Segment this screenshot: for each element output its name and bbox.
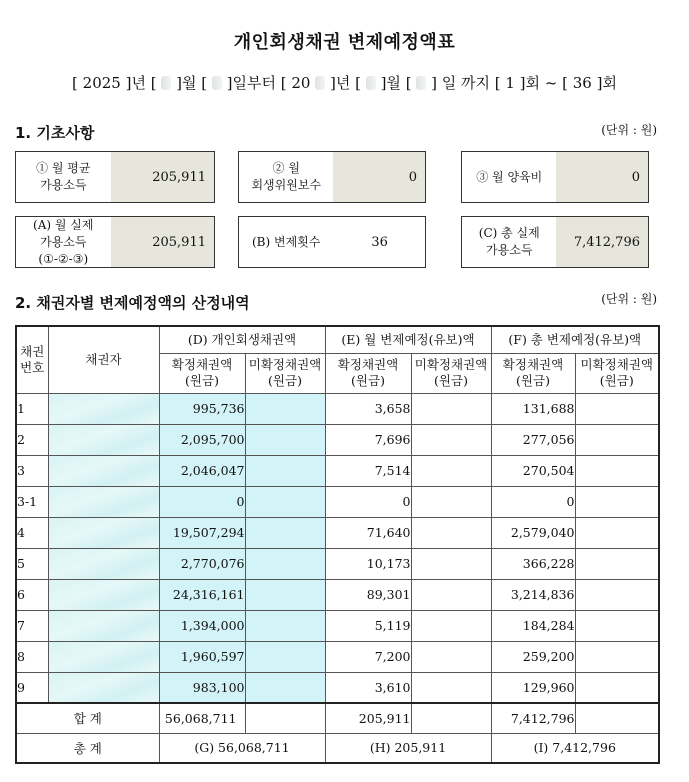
grand-g: (G) 56,068,711 <box>159 733 325 763</box>
row-d-unconfirmed <box>245 393 325 424</box>
header-no: 채권 번호 <box>16 326 48 393</box>
row-e-unconfirmed <box>411 393 491 424</box>
row-e-unconfirmed <box>411 548 491 579</box>
row-no: 9 <box>16 672 48 703</box>
row-creditor-redacted <box>48 610 159 641</box>
row-e-unconfirmed <box>411 486 491 517</box>
section-creditor-unit: (단위 : 원) <box>601 292 657 306</box>
page-title: 개인회생채권 변제예정액표 <box>233 32 456 53</box>
box-value: 0 <box>556 152 648 202</box>
row-d-unconfirmed <box>245 486 325 517</box>
repayment-table <box>15 325 660 764</box>
row-e-confirmed: 71,640 <box>325 517 411 548</box>
redaction-blur <box>49 487 159 517</box>
row-e-confirmed: 3,610 <box>325 672 411 703</box>
section-creditor-title: 2. 채권자별 변제예정액의 산정내역 <box>15 294 250 312</box>
box-value: 205,911 <box>111 217 214 267</box>
redaction-blur <box>49 456 159 486</box>
row-f-confirmed: 259,200 <box>491 641 575 672</box>
row-f-confirmed: 184,284 <box>491 610 575 641</box>
period-part-3: ]일부터 [ 20 <box>226 74 311 92</box>
header-d-unconfirmed: 미확정채권액 (원금) <box>245 353 325 393</box>
box-value: 205,911 <box>111 152 214 202</box>
header-f: (F) 총 변제예정(유보)액 <box>491 326 659 353</box>
row-no: 8 <box>16 641 48 672</box>
row-e-unconfirmed <box>411 424 491 455</box>
row-creditor-redacted <box>48 393 159 424</box>
row-f-confirmed: 131,688 <box>491 393 575 424</box>
row-creditor-redacted <box>48 517 159 548</box>
section-basic-title: 1. 기초사항 <box>15 124 95 142</box>
row-d-confirmed: 1,394,000 <box>159 610 245 641</box>
box-monthly-income <box>15 151 215 203</box>
row-f-confirmed: 270,504 <box>491 455 575 486</box>
row-f-confirmed: 277,056 <box>491 424 575 455</box>
row-no: 7 <box>16 610 48 641</box>
row-no: 5 <box>16 548 48 579</box>
row-f-unconfirmed <box>575 610 659 641</box>
row-f-unconfirmed <box>575 548 659 579</box>
box-actual-income <box>15 216 215 268</box>
period-part-6: ] 일 까지 [ 1 ]회 ~ [ 36 ]회 <box>431 74 617 92</box>
redaction-blur <box>49 673 159 703</box>
redaction-blur <box>49 580 159 610</box>
row-d-confirmed: 2,095,700 <box>159 424 245 455</box>
header-e: (E) 월 변제예정(유보)액 <box>325 326 491 353</box>
header-d-confirmed: 확정채권액 (원금) <box>159 353 245 393</box>
row-e-unconfirmed <box>411 672 491 703</box>
box-value: 36 <box>333 217 425 267</box>
box-label: ② 월 회생위원보수 <box>239 152 333 202</box>
box-repay-count <box>238 216 426 268</box>
redacted-year <box>315 76 325 90</box>
box-label: (B) 변제횟수 <box>239 217 333 267</box>
header-e-confirmed: 확정채권액 (원금) <box>325 353 411 393</box>
header-f-unconfirmed: 미확정채권액 (원금) <box>575 353 659 393</box>
table-row <box>16 641 659 672</box>
row-e-confirmed: 7,514 <box>325 455 411 486</box>
redaction-blur <box>49 425 159 455</box>
row-f-unconfirmed <box>575 455 659 486</box>
box-value: 7,412,796 <box>556 217 648 267</box>
header-creditor: 채권자 <box>48 326 159 393</box>
sum-e-unconfirmed <box>411 703 491 733</box>
row-e-confirmed: 0 <box>325 486 411 517</box>
row-d-unconfirmed <box>245 610 325 641</box>
row-f-unconfirmed <box>575 517 659 548</box>
table-row <box>16 424 659 455</box>
redaction-blur <box>49 394 159 424</box>
sum-label: 합 계 <box>16 703 159 733</box>
row-f-unconfirmed <box>575 486 659 517</box>
box-label: (C) 총 실제 가용소득 <box>462 217 556 267</box>
row-e-unconfirmed <box>411 455 491 486</box>
period-part-2: ]월 [ <box>176 74 208 92</box>
row-f-unconfirmed <box>575 641 659 672</box>
table-row <box>16 486 659 517</box>
row-e-confirmed: 7,200 <box>325 641 411 672</box>
redaction-blur <box>49 518 159 548</box>
row-d-confirmed: 2,770,076 <box>159 548 245 579</box>
redacted-end-month <box>366 76 376 90</box>
row-e-confirmed: 7,696 <box>325 424 411 455</box>
row-creditor-redacted <box>48 641 159 672</box>
redaction-blur <box>49 611 159 641</box>
sum-f-unconfirmed <box>575 703 659 733</box>
box-child-support <box>461 151 649 203</box>
row-e-unconfirmed <box>411 579 491 610</box>
row-no: 2 <box>16 424 48 455</box>
box-label: ① 월 평균 가용소득 <box>16 152 111 202</box>
row-d-unconfirmed <box>245 455 325 486</box>
box-trustee-fee <box>238 151 426 203</box>
grand-i: (I) 7,412,796 <box>491 733 659 763</box>
row-no: 3 <box>16 455 48 486</box>
sum-d: 56,068,711 <box>159 703 245 733</box>
row-creditor-redacted <box>48 579 159 610</box>
sum-f: 7,412,796 <box>491 703 575 733</box>
period-part-4: ]년 [ <box>330 74 362 92</box>
row-d-unconfirmed <box>245 424 325 455</box>
row-e-unconfirmed <box>411 517 491 548</box>
box-label: (A) 월 실제 가용소득 (①-②-③) <box>16 217 111 267</box>
row-f-unconfirmed <box>575 424 659 455</box>
row-d-confirmed: 995,736 <box>159 393 245 424</box>
row-creditor-redacted <box>48 455 159 486</box>
row-d-confirmed: 19,507,294 <box>159 517 245 548</box>
grand-h: (H) 205,911 <box>325 733 491 763</box>
row-d-unconfirmed <box>245 517 325 548</box>
row-d-confirmed: 2,046,047 <box>159 455 245 486</box>
header-e-unconfirmed: 미확정채권액 (원금) <box>411 353 491 393</box>
table-row <box>16 579 659 610</box>
row-e-unconfirmed <box>411 610 491 641</box>
box-total-income <box>461 216 649 268</box>
header-f-confirmed: 확정채권액 (원금) <box>491 353 575 393</box>
table-row <box>16 393 659 424</box>
section-basic-unit: (단위 : 원) <box>601 123 657 137</box>
sum-row <box>16 703 659 733</box>
row-e-confirmed: 89,301 <box>325 579 411 610</box>
row-f-unconfirmed <box>575 393 659 424</box>
row-creditor-redacted <box>48 548 159 579</box>
row-creditor-redacted <box>48 672 159 703</box>
row-d-unconfirmed <box>245 548 325 579</box>
header-d: (D) 개인회생채권액 <box>159 326 325 353</box>
table-row <box>16 517 659 548</box>
grand-total-row <box>16 733 659 763</box>
sum-e: 205,911 <box>325 703 411 733</box>
redacted-end-day <box>416 76 426 90</box>
row-f-confirmed: 3,214,836 <box>491 579 575 610</box>
box-label: ③ 월 양육비 <box>462 152 556 202</box>
row-d-unconfirmed <box>245 672 325 703</box>
row-e-unconfirmed <box>411 641 491 672</box>
row-f-confirmed: 0 <box>491 486 575 517</box>
row-d-confirmed: 0 <box>159 486 245 517</box>
row-d-confirmed: 1,960,597 <box>159 641 245 672</box>
box-value: 0 <box>333 152 425 202</box>
period-part-5: ]월 [ <box>380 74 412 92</box>
period-part-1: [ 2025 ]년 [ <box>72 74 157 92</box>
row-no: 4 <box>16 517 48 548</box>
table-row <box>16 455 659 486</box>
row-no: 1 <box>16 393 48 424</box>
row-e-confirmed: 10,173 <box>325 548 411 579</box>
row-d-unconfirmed <box>245 641 325 672</box>
redaction-blur <box>49 549 159 579</box>
table-row <box>16 672 659 703</box>
row-f-unconfirmed <box>575 672 659 703</box>
row-e-confirmed: 5,119 <box>325 610 411 641</box>
redacted-month <box>161 76 171 90</box>
row-f-confirmed: 366,228 <box>491 548 575 579</box>
redacted-day <box>212 76 222 90</box>
sum-d-unconfirmed <box>245 703 325 733</box>
row-d-unconfirmed <box>245 579 325 610</box>
table-row <box>16 548 659 579</box>
row-e-confirmed: 3,658 <box>325 393 411 424</box>
row-no: 6 <box>16 579 48 610</box>
grand-label: 총 계 <box>16 733 159 763</box>
row-f-confirmed: 2,579,040 <box>491 517 575 548</box>
row-d-confirmed: 983,100 <box>159 672 245 703</box>
table-row <box>16 610 659 641</box>
redaction-blur <box>49 642 159 672</box>
row-no: 3-1 <box>16 486 48 517</box>
row-creditor-redacted <box>48 486 159 517</box>
row-d-confirmed: 24,316,161 <box>159 579 245 610</box>
repayment-period <box>0 72 689 93</box>
row-creditor-redacted <box>48 424 159 455</box>
row-f-confirmed: 129,960 <box>491 672 575 703</box>
row-f-unconfirmed <box>575 579 659 610</box>
